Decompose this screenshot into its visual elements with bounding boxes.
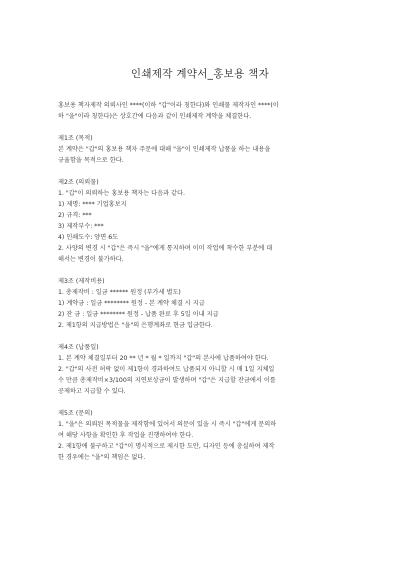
document-title: 인쇄제작 계약서_홍보용 책자 xyxy=(130,68,270,80)
article-line: 1. "을"은 의뢰된 목적물을 제작함에 있어서 의문이 있을 시 즉시 "갑"에게 문의하 xyxy=(58,421,277,428)
article-line: 2) 잔 금 : 일금 ******** 원정 - 납품 완료 후 5일 이내 지급 xyxy=(58,311,219,318)
preamble-line: 홍보용 책자제작 의뢰사인 ****(이하 "갑"이라 칭한다)와 인쇄물 제작자인 ****(이 xyxy=(58,102,279,109)
article-line: 2) 규격: *** xyxy=(58,212,92,219)
article-line: 본 계약은 "갑"의 홍보용 책자 주문에 대해 "을"이 인쇄제작 납품을 하는 내용을 xyxy=(58,146,271,153)
preamble-line: 하 "을"이라 칭한다)은 상호간에 다음과 같이 인쇄제작 계약을 체결한다. xyxy=(58,113,252,120)
article-heading: 제5조 (문의) xyxy=(58,410,93,417)
article-heading: 제2조 (의뢰물) xyxy=(58,179,99,186)
article-heading: 제3조 (제작비용) xyxy=(58,278,105,285)
article-line: 수 만큼 총제작비×3/100의 지연보상금이 발생하며 "갑"은 지급할 잔금에서 이를 xyxy=(58,377,276,384)
article-line: 1. 본 계약 체결일부터 20 ** 년 * 월 * 일까지 "갑"의 본사에 납품하여야 한다. xyxy=(58,355,269,362)
article-line: 2. "갑"의 사전 허락 없이 제1항이 경과하여도 납품되지 아니할 시 매 1일 지체일 xyxy=(58,366,275,373)
article-line: 1. 총제작비 : 일금 ****** 원정 (부가세 별도) xyxy=(58,289,181,296)
article-heading: 제1조 (목적) xyxy=(58,135,93,142)
article-line: 2. 사양의 변경 시 "갑"은 즉시 "을"에게 통지하며 이미 작업에 착수한 부분에 대 xyxy=(58,245,273,252)
article-line: 4) 인쇄도수: 양면 6도 xyxy=(58,234,119,241)
article-heading: 제4조 (납품일) xyxy=(58,344,99,351)
article-line: 해서는 변경이 불가하다. xyxy=(58,256,124,263)
article-line: 여 해당 사항을 확인한 후 작업을 진행하여야 한다. xyxy=(58,432,194,439)
article-line: 1. "갑"이 의뢰하는 홍보용 책자는 다음과 같다. xyxy=(58,190,185,197)
document-body xyxy=(58,100,358,463)
article-line: 공제하고 지급할 수 있다. xyxy=(58,388,126,395)
article-line: 한 경우에는 "을"의 책임은 없다. xyxy=(58,454,146,461)
article-line: 2. 제1항에 불구하고 "갑"이 명시적으로 제시한 도안, 디자인 등에 충실하여 제작 xyxy=(58,443,275,450)
article-line: 1) 계약금 : 일금 ******** 원정 - 본 계약 체결 시 지급 xyxy=(58,300,205,307)
article-line: 1) 제명: **** 기업홍보지 xyxy=(58,201,127,208)
article-line: 3) 제작부수: *** xyxy=(58,223,104,230)
article-line: 2. 제1항의 지급방법은 "을"의 은행계좌로 현금 입금한다. xyxy=(58,322,213,329)
article-line: 규율함을 목적으로 한다. xyxy=(58,157,124,164)
